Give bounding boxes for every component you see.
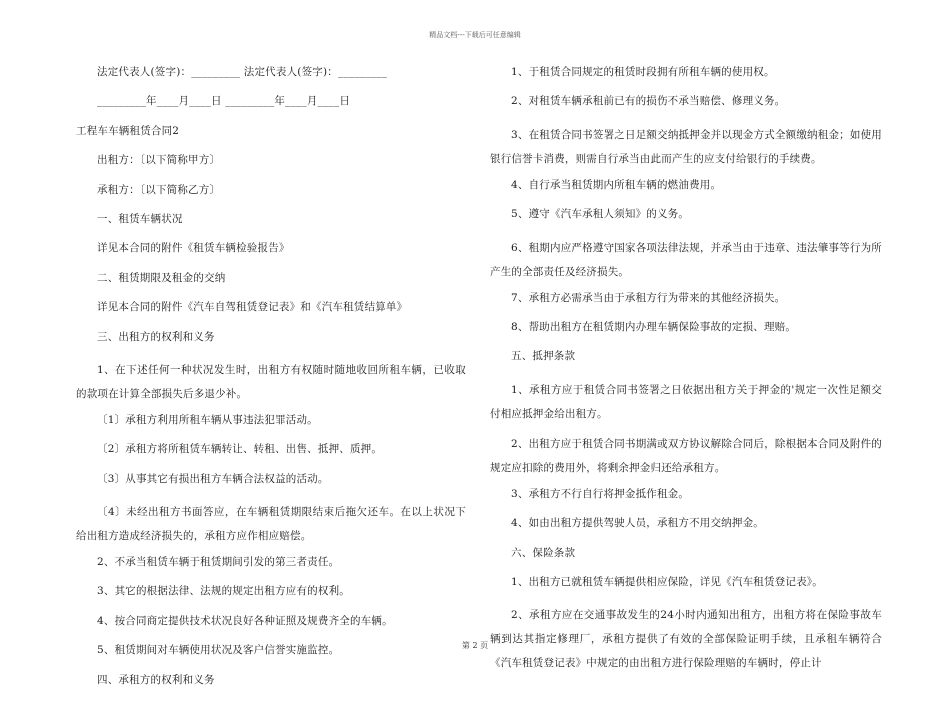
- paragraph: 5、遵守《汽车承租人须知》的义务。: [511, 208, 690, 221]
- paragraph: 4、自行承当租赁期内所租车辆的燃油费用。: [511, 178, 722, 191]
- right-column: [490, 64, 882, 681]
- paragraph: 〔1〕承租方利用所租车辆从事违法犯罪活动。: [97, 413, 318, 426]
- paragraph: 3、在租赁合同书签署之日足额交纳抵押金并以现金方式全额缴纳租金；如使用银行信誉卡消费，则需自行承当由此而产生的应支付给银行的手续费。: [490, 128, 882, 165]
- paragraph: 1、在下述任何一种状况发生时，出租方有权随时随地收回所租车辆，已收取的款项在计算全部损失后多退少补。: [76, 363, 466, 400]
- section-heading: 五、抵押条款: [511, 350, 576, 363]
- paragraph: 详见本合同的附件《租赁车辆检验报告》: [97, 242, 290, 255]
- paragraph: 6、租期内应严格遵守国家各项法律法规，并承当由于违章、违法肇事等行为所产生的全部责任及经济损失。: [490, 241, 882, 278]
- section-heading: 六、保险条款: [511, 546, 576, 559]
- paragraph: 〔2〕承租方将所租赁车辆转让、转租、出售、抵押、质押。: [97, 443, 383, 456]
- paragraph: 1、承租方应于租赁合同书签署之日依据出租方关于押金的'规定一次性足额交付相应抵押金给出租方。: [490, 383, 882, 420]
- paragraph: 2、承租方应在交通事故发生的24小时内通知出租方，出租方将在保险事故车辆到达其指定修理厂，承租方提供了有效的全部保险证明手续，且承租车辆符合《汽车租赁登记表》中规定的由出租方进行保险理赔的车辆时，停止计: [490, 609, 882, 670]
- paragraph: 4、如由出租方提供驾驶人员，承租方不用交纳押金。: [511, 517, 764, 530]
- paragraph: 3、其它的根据法律、法规的规定出租方应有的权利。: [97, 585, 350, 598]
- paragraph: 〔3〕从事其它有损出租方车辆合法权益的活动。: [97, 472, 329, 485]
- page-header: 精品文档---下载后可任意编辑: [429, 31, 521, 39]
- paragraph: 详见本合同的附件《汽车自驾租赁登记表》和《汽车租赁结算单》: [97, 301, 408, 314]
- page-number: 第 2 页: [461, 641, 489, 650]
- paragraph: 1、出租方已就租赁车辆提供相应保险，详见《汽车租赁登记表》。: [511, 575, 823, 588]
- paragraph: 1、于租赁合同规定的租赁时段拥有所租车辆的使用权。: [511, 66, 775, 78]
- contract-title: 工程车车辆租赁合同2: [76, 124, 180, 137]
- paragraph: 2、不承当租赁车辆于租赁期间引发的第三者责任。: [97, 556, 340, 569]
- signature-line: 法定代表人(签字)：_________ 法定代表人(签字)：_________: [97, 66, 388, 78]
- paragraph: 7、承租方必需承当由于承租方行为带来的其他经济损失。: [511, 291, 786, 304]
- paragraph: 5、租赁期间对车辆使用状况及客户信誉实施监控。: [97, 644, 340, 657]
- paragraph: 〔4〕未经出租方书面答应，在车辆租赁期限结束后拖欠还车。在以上状况下给出租方造成经济损失的，承租方应作相应赔偿。: [76, 506, 466, 543]
- section-heading: 三、出租方的权利和义务: [97, 330, 215, 343]
- paragraph: 4、按合同商定提供技术状况良好各种证照及规费齐全的车辆。: [97, 614, 393, 627]
- paragraph: 3、承租方不行自行将押金抵作租金。: [511, 487, 690, 500]
- paragraph: 承租方：〔以下简称乙方〕: [97, 183, 221, 196]
- left-column: [76, 64, 466, 701]
- section-heading: 二、租赁期限及租金的交纳: [97, 271, 226, 284]
- section-heading: 一、租赁车辆状况: [97, 212, 183, 225]
- paragraph: 2、对租赁车辆承租前已有的损伤不承当赔偿、修理义务。: [511, 95, 786, 108]
- paragraph: 出租方：〔以下简称甲方〕: [97, 154, 221, 167]
- paragraph: 2、出租方应于租赁合同书期满或双方协议解除合同后，除根据本合同及附件的规定应扣除的费用外，将剩余押金归还给承租方。: [490, 437, 882, 474]
- paragraph: 8、帮助出租方在租赁期内办理车辆保险事故的定损、理赔。: [511, 320, 797, 333]
- date-line: _________年____月____日 _________年____月____日: [97, 95, 351, 108]
- section-heading: 四、承租方的权利和义务: [97, 673, 215, 686]
